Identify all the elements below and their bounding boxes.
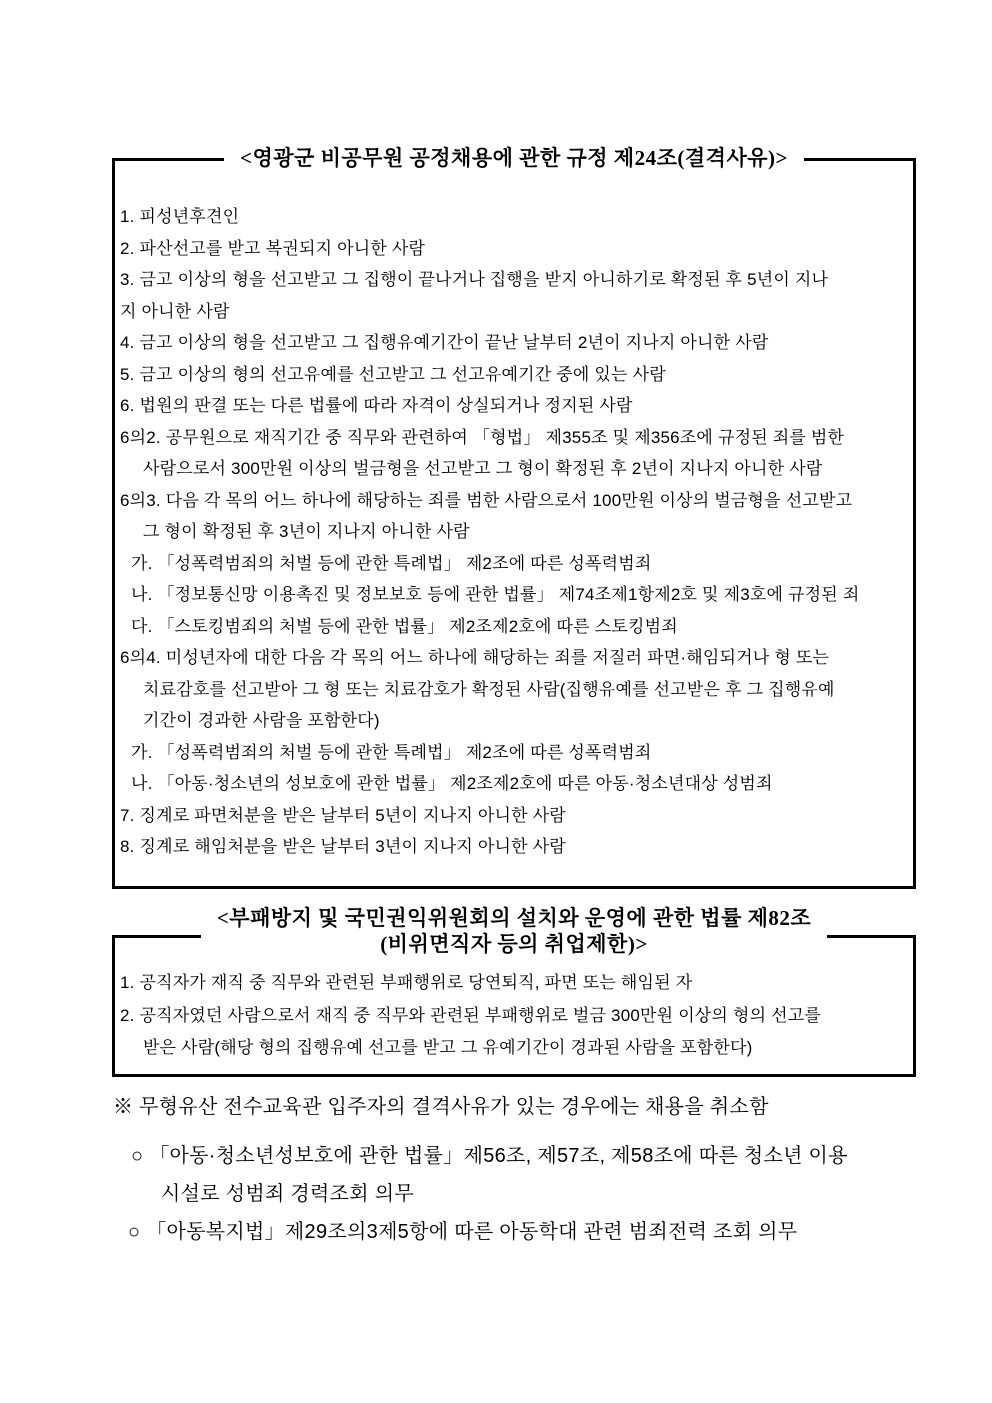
box1-line-6-3-na: 나. 「정보통신망 이용촉진 및 정보보호 등에 관한 법률」 제74조제1항제2호 및 제3호에 규정된 죄 bbox=[131, 585, 860, 604]
note-cancel-hire: ※ 무형유산 전수교육관 입주자의 결격사유가 있는 경우에는 채용을 취소함 bbox=[113, 1096, 769, 1118]
box1-line-6-2-wrap: 사람으로서 300만원 이상의 벌금형을 선고받고 그 형이 확정된 후 2년이 지나지 아니한 사람 bbox=[143, 459, 823, 478]
box1-line-6-3-wrap: 그 형이 확정된 후 3년이 지나지 아니한 사람 bbox=[143, 522, 470, 541]
box1-line-8: 8. 징계로 해임처분을 받은 날부터 3년이 지나지 아니한 사람 bbox=[120, 837, 566, 856]
note-child-welfare-law: ○ 「아동복지법」제29조의3제5항에 따른 아동학대 관련 범죄전력 조회 의무 bbox=[128, 1221, 798, 1243]
box2-title-line2: (비위면직자 등의 취업제한)> bbox=[380, 932, 648, 956]
box1-line-6-4-wrap2: 기간이 경과한 사람을 포함한다) bbox=[143, 711, 380, 730]
box1-line-6-4-na: 나. 「아동·청소년의 성보호에 관한 법률」 제2조제2호에 따른 아동·청소년대상 성범죄 bbox=[131, 774, 773, 793]
box1-content bbox=[115, 161, 913, 863]
box1-line-6-4: 6의4. 미성년자에 대한 다음 각 목의 어느 하나에 해당하는 죄를 저질러 파면·해임되거나 형 또는 bbox=[120, 648, 830, 667]
disqualification-regulation-box bbox=[112, 146, 916, 889]
box1-line-6: 6. 법원의 판결 또는 다른 법률에 따라 자격이 상실되거나 정지된 사람 bbox=[120, 396, 633, 415]
box1-line-1: 1. 피성년후견인 bbox=[120, 207, 240, 226]
box1-line-7: 7. 징계로 파면처분을 받은 날부터 5년이 지나지 아니한 사람 bbox=[120, 805, 566, 825]
box2-line-2: 2. 공직자였던 사람으로서 재직 중 직무와 관련된 부패행위로 벌금 300만원 이상의 형의 선고를 bbox=[120, 1005, 822, 1025]
box2-title bbox=[115, 905, 913, 957]
box1-line-6-3-da: 다. 「스토킹범죄의 처벌 등에 관한 법률」 제2조제2호에 따른 스토킹범죄 bbox=[131, 616, 678, 636]
box2-title-line1: <부패방지 및 국민권익위원회의 설치와 운영에 관한 법률 제82조 bbox=[216, 906, 812, 930]
box1-line-6-3-ga: 가. 「성폭력범죄의 처벌 등에 관한 특례법」 제2조에 따른 성폭력범죄 bbox=[131, 553, 652, 573]
box1-line-6-4-ga: 가. 「성폭력범죄의 처벌 등에 관한 특례법」 제2조에 따른 성폭력범죄 bbox=[131, 742, 652, 762]
box1-title bbox=[115, 145, 913, 171]
box1-line-2: 2. 파산선고를 받고 복권되지 아니한 사람 bbox=[120, 238, 426, 258]
note-youth-protection-law-wrap: 시설로 성범죄 경력조회 의무 bbox=[161, 1183, 415, 1205]
box2-line-2-wrap: 받은 사람(해당 형의 집행유예 선고를 받고 그 유예기간이 경과된 사람을 포함한다) bbox=[143, 1038, 753, 1057]
box1-line-6-3: 6의3. 다음 각 목의 어느 하나에 해당하는 죄를 범한 사람으로서 100만원 이상의 벌금형을 선고받고 bbox=[120, 490, 853, 510]
footnotes bbox=[113, 1088, 953, 1251]
box1-line-5: 5. 금고 이상의 형의 선고유예를 선고받고 그 선고유예기간 중에 있는 사람 bbox=[120, 364, 666, 384]
box2-title-text bbox=[201, 905, 827, 957]
box1-line-3: 3. 금고 이상의 형을 선고받고 그 집행이 끝나거나 집행을 받지 아니하기로 확정된 후 5년이 지나 bbox=[120, 270, 829, 289]
box1-title-text: <영광군 비공무원 공정채용에 관한 규정 제24조(결격사유)> bbox=[224, 145, 804, 171]
box1-line-3-wrap: 지 아니한 사람 bbox=[120, 301, 230, 321]
corruption-prevention-law-box bbox=[112, 906, 916, 1077]
box1-line-6-2: 6의2. 공무원으로 재직기간 중 직무와 관련하여 「형법」 제355조 및 제356조에 규정된 죄를 범한 bbox=[120, 427, 845, 447]
box1-line-4: 4. 금고 이상의 형을 선고받고 그 집행유예기간이 끝난 날부터 2년이 지나지 아니한 사람 bbox=[120, 333, 769, 352]
note-youth-protection-law: ○ 「아동·청소년성보호에 관한 법률」제56조, 제57조, 제58조에 따른 청소년 이용 bbox=[131, 1145, 848, 1167]
box1-line-6-4-wrap1: 치료감호를 선고받아 그 형 또는 치료감호가 확정된 사람(집행유예를 선고받은 후 그 집행유예 bbox=[143, 679, 835, 699]
box2-line-1: 1. 공직자가 재직 중 직무와 관련된 부패행위로 당연퇴직, 파면 또는 해임된 자 bbox=[120, 973, 693, 992]
